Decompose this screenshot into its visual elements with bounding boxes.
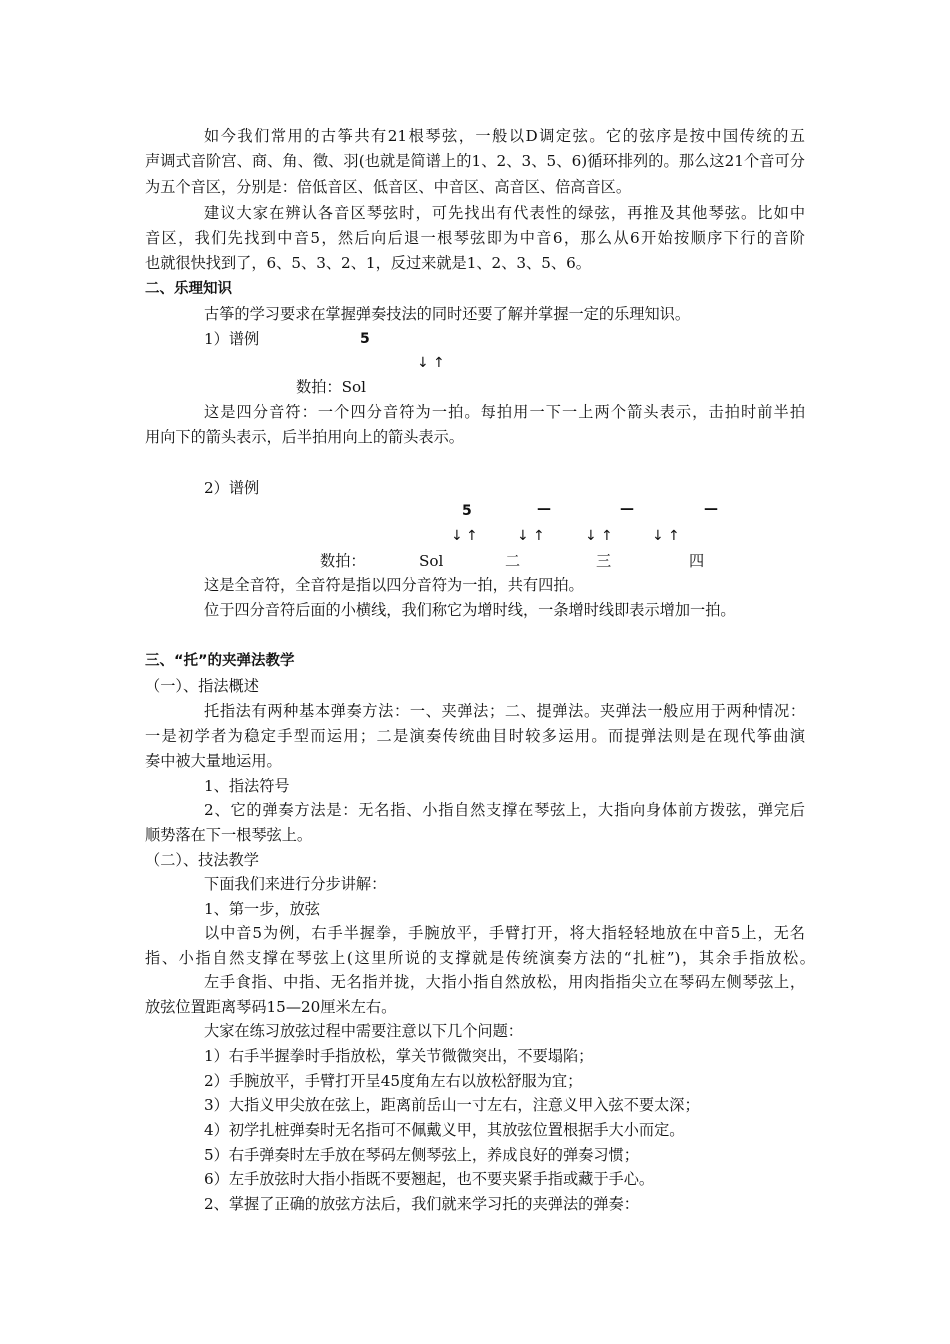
down-arrow-icon: ↓ [517, 528, 529, 544]
list-item: 6）左手放弦时大指小指既不要翘起，也不要夹紧手指或藏于手心。 [204, 1170, 655, 1188]
score-dash: — [537, 501, 551, 517]
score-note: 5 [360, 331, 370, 347]
section-heading: 二、乐理知识 [145, 281, 232, 297]
up-arrow-icon: ↑ [433, 355, 445, 371]
down-arrow-icon: ↓ [417, 355, 429, 371]
step-heading: 1、第一步，放弦 [204, 900, 320, 918]
up-arrow-icon: ↑ [466, 528, 478, 544]
score-dash: — [704, 501, 718, 517]
paragraph-line: 托指法有两种基本弹奏方法：一、夹弹法；二、提弹法。夹弹法一般应用于两种情况： [204, 702, 805, 720]
paragraph-line: 指、小指自然支撑在琴弦上(这里所说的支撑就是传统演奏方法的“扎桩”)，其余手指放松。 [145, 949, 815, 967]
paragraph-line: 建议大家在辨认各音区琴弦时，可先找出有代表性的绿弦，再推及其他琴弦。比如中 [204, 204, 805, 222]
subsection-heading: （二）、技法教学 [145, 851, 259, 869]
paragraph-line: 大家在练习放弦过程中需要注意以下几个问题： [204, 1022, 523, 1040]
paragraph-line: 奏中被大量地运用。 [145, 752, 282, 770]
score-note: 5 [462, 503, 472, 519]
beat-count: 三 [596, 552, 612, 570]
list-item: 5）右手弹奏时左手放在琴码左侧琴弦上，养成良好的弹奏习惯； [204, 1146, 639, 1164]
paragraph-line: 放弦位置距离琴码15—20厘米左右。 [145, 998, 397, 1016]
score-dash: — [620, 501, 634, 517]
down-arrow-icon: ↓ [652, 528, 664, 544]
beat-count: 四 [689, 552, 705, 570]
example-label: 2）谱例 [204, 479, 260, 497]
paragraph-line: 用向下的箭头表示，后半拍用向上的箭头表示。 [145, 428, 464, 446]
down-arrow-icon: ↓ [585, 528, 597, 544]
paragraph-line: 顺势落在下一根琴弦上。 [145, 826, 313, 844]
down-arrow-icon: ↓ [451, 528, 463, 544]
paragraph-line: 声调式音阶宫、商、角、徵、羽(也就是简谱上的1、2、3、5、6)循环排列的。那么这21个音可分 [145, 152, 805, 170]
paragraph-line: 位于四分音符后面的小横线，我们称它为增时线，一条增时线即表示增加一拍。 [204, 601, 736, 619]
paragraph-line: 如今我们常用的古筝共有21根琴弦，一般以D调定弦。它的弦序是按中国传统的五 [204, 127, 805, 145]
list-item: 3）大指义甲尖放在弦上，距离前岳山一寸左右，注意义甲入弦不要太深； [204, 1096, 700, 1114]
paragraph-line: 也就很快找到了，6、5、3、2、1，反过来就是1、2、3、5、6。 [145, 254, 591, 272]
beat-count-label: 数拍： [320, 552, 366, 570]
paragraph-line: 以中音5为例，右手半握拳，手腕放平，手臂打开，将大指轻轻地放在中音5上，无名 [204, 924, 805, 942]
up-arrow-icon: ↑ [601, 528, 613, 544]
list-item: 2）手腕放平，手臂打开呈45度角左右以放松舒服为宜； [204, 1072, 583, 1090]
paragraph-line: 这是全音符，全音符是指以四分音符为一拍，共有四拍。 [204, 576, 584, 594]
paragraph-line: 一是初学者为稳定手型而运用；二是演奏传统曲目时较多运用。而提弹法则是在现代筝曲演 [145, 727, 805, 745]
up-arrow-icon: ↑ [533, 528, 545, 544]
section-heading: 三、“托”的夹弹法教学 [145, 653, 295, 669]
list-item: 4）初学扎桩弹奏时无名指可不佩戴义甲，其放弦位置根据手大小而定。 [204, 1121, 685, 1139]
paragraph-line: 这是四分音符：一个四分音符为一拍。每拍用一下一上两个箭头表示，击拍时前半拍 [204, 403, 805, 421]
beat-count: 数拍：Sol [296, 378, 366, 396]
paragraph-line: 古筝的学习要求在掌握弹奏技法的同时还要了解并掌握一定的乐理知识。 [204, 305, 690, 323]
list-item: 2、它的弹奏方法是：无名指、小指自然支撑在琴弦上，大指向身体前方拨弦，弹完后 [204, 801, 805, 819]
beat-count: 二 [505, 552, 521, 570]
paragraph-line: 下面我们来进行分步讲解： [204, 875, 387, 893]
paragraph-line: 为五个音区，分别是：倍低音区、低音区、中音区、高音区、倍高音区。 [145, 178, 631, 196]
example-label: 1）谱例 [204, 330, 260, 348]
list-item: 1）右手半握拳时手指放松，掌关节微微突出，不要塌陷； [204, 1047, 594, 1065]
up-arrow-icon: ↑ [668, 528, 680, 544]
beat-count: Sol [419, 552, 444, 570]
list-item: 1、指法符号 [204, 777, 290, 795]
subsection-heading: （一）、指法概述 [145, 677, 259, 695]
paragraph-line: 音区，我们先找到中音5，然后向后退一根琴弦即为中音6，那么从6开始按顺序下行的音阶 [145, 229, 805, 247]
step-heading: 2、掌握了正确的放弦方法后，我们就来学习托的夹弹法的弹奏： [204, 1195, 639, 1213]
paragraph-line: 左手食指、中指、无名指并拢，大指小指自然放松，用肉指指尖立在琴码左侧琴弦上， [204, 973, 805, 991]
